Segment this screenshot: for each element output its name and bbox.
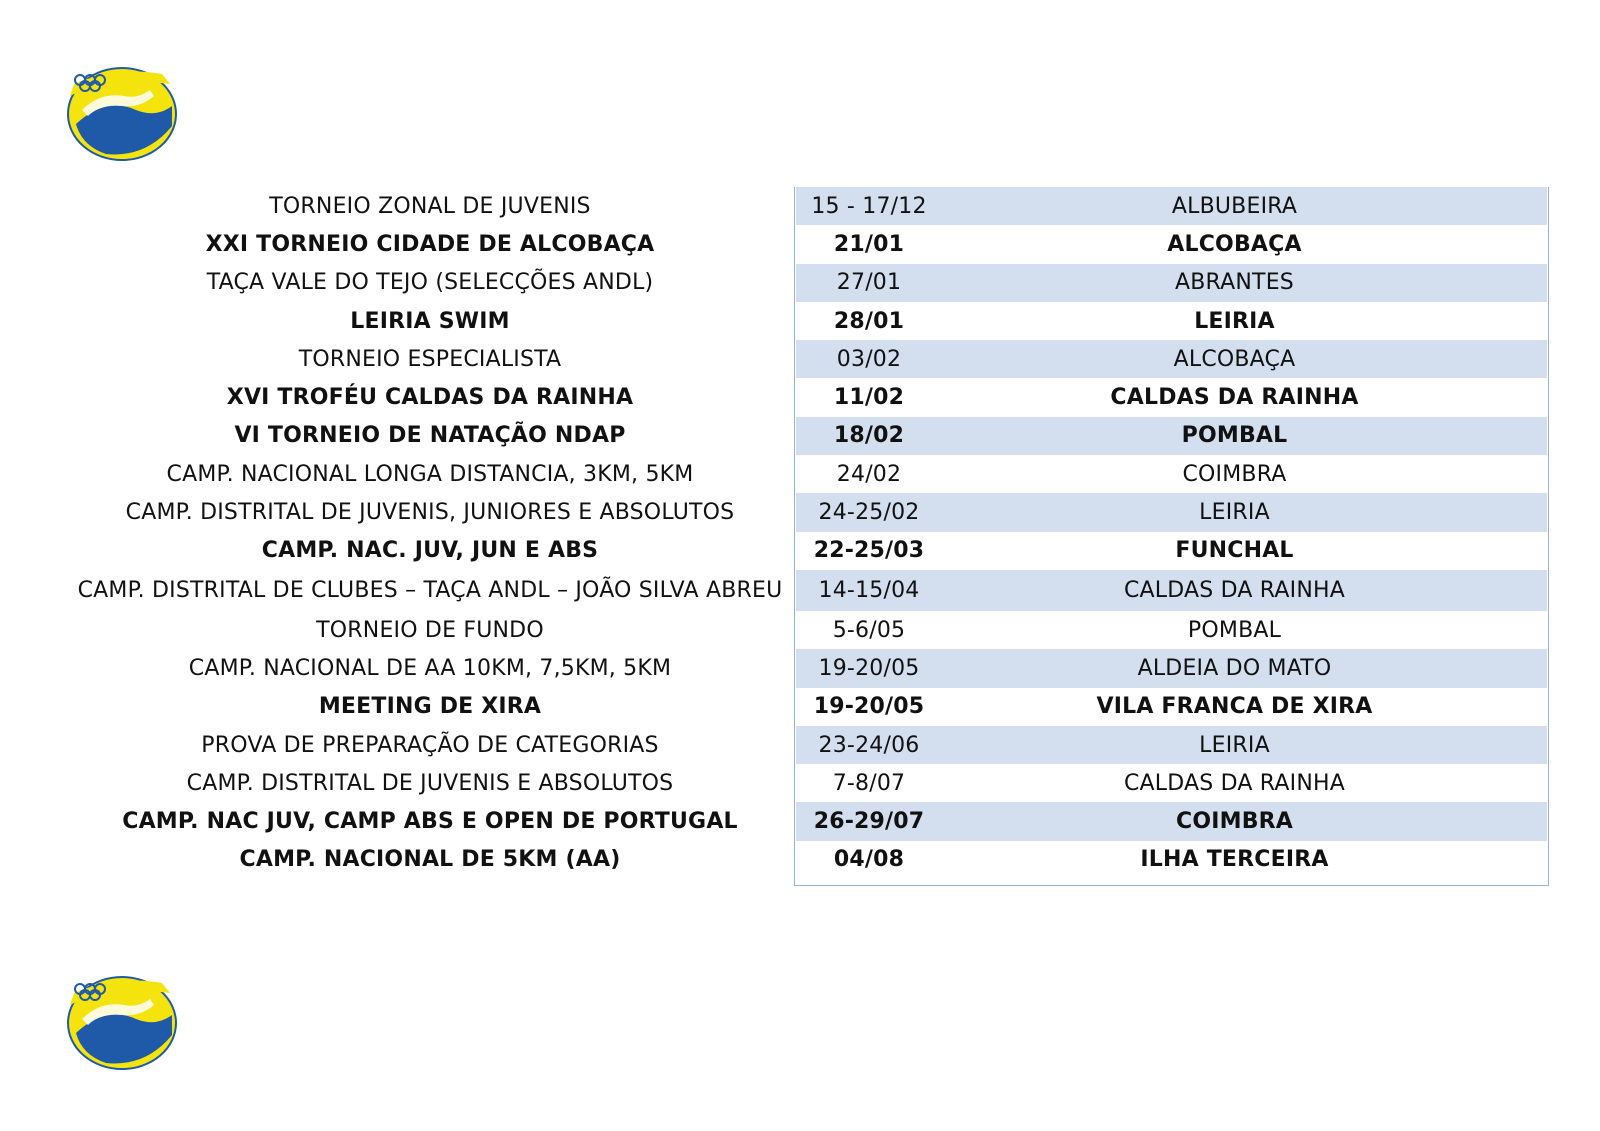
table-row — [66, 302, 1552, 340]
event-date: 24-25/02 — [818, 500, 920, 526]
table-row — [66, 455, 1552, 493]
event-location: ABRANTES — [1175, 270, 1294, 296]
table-row — [66, 417, 1552, 455]
event-date: 26-29/07 — [813, 809, 925, 835]
event-date: 18/02 — [833, 423, 905, 449]
row-band — [796, 225, 1547, 263]
event-location: CALDAS DA RAINHA — [1123, 770, 1345, 796]
event-name: PROVA DE PREPARAÇÃO DE CATEGORIAS — [201, 732, 659, 758]
competition-schedule — [66, 187, 1552, 879]
row-band — [796, 764, 1547, 802]
event-details — [794, 187, 1549, 225]
event-date: 22-25/03 — [813, 538, 925, 564]
table-row — [66, 532, 1552, 570]
row-band — [796, 340, 1547, 378]
table-row — [66, 764, 1552, 802]
event-name: XVI TROFÉU CALDAS DA RAINHA — [226, 385, 634, 411]
row-band — [796, 688, 1547, 726]
table-row — [66, 378, 1552, 416]
row-band — [796, 302, 1547, 340]
event-location: LEIRIA — [1199, 500, 1270, 526]
event-name: LEIRIA SWIM — [350, 308, 510, 334]
event-details — [794, 340, 1549, 378]
table-row — [66, 611, 1552, 649]
event-details — [794, 802, 1549, 840]
event-name: CAMP. NACIONAL LONGA DISTANCIA, 3KM, 5KM — [166, 461, 694, 487]
event-location: CALDAS DA RAINHA — [1123, 577, 1345, 603]
event-details — [794, 532, 1549, 570]
event-location: ALDEIA DO MATO — [1137, 655, 1332, 681]
event-date: 5-6/05 — [832, 617, 906, 643]
event-name: TORNEIO ESPECIALISTA — [298, 346, 562, 372]
event-date: 04/08 — [833, 847, 905, 873]
event-details — [794, 455, 1549, 493]
row-band — [796, 455, 1547, 493]
event-name: CAMP. NAC. JUV, JUN E ABS — [261, 538, 599, 564]
event-date: 21/01 — [833, 231, 905, 257]
table-row — [66, 340, 1552, 378]
table-row — [66, 264, 1552, 302]
event-name: MEETING DE XIRA — [318, 694, 542, 720]
row-band — [796, 264, 1547, 302]
row-band — [796, 570, 1547, 611]
row-band — [796, 841, 1547, 879]
club-logo-top — [66, 66, 178, 162]
event-date: 24/02 — [836, 461, 902, 487]
table-row — [66, 649, 1552, 687]
row-band — [796, 649, 1547, 687]
table-row — [66, 726, 1552, 764]
table-row — [66, 802, 1552, 840]
event-details — [794, 649, 1549, 687]
event-location: ALCOBAÇA — [1173, 346, 1296, 372]
event-location: VILA FRANCA DE XIRA — [1096, 694, 1373, 720]
row-band — [796, 493, 1547, 531]
benedita-logo-icon — [66, 66, 178, 162]
event-name: VI TORNEIO DE NATAÇÃO NDAP — [234, 423, 626, 449]
event-location: COIMBRA — [1175, 809, 1294, 835]
event-location: POMBAL — [1181, 423, 1288, 449]
event-details — [794, 225, 1549, 263]
event-name: CAMP. DISTRITAL DE JUVENIS E ABSOLUTOS — [186, 770, 674, 796]
event-date: 11/02 — [833, 385, 905, 411]
table-row — [66, 493, 1552, 531]
event-date: 19-20/05 — [818, 655, 920, 681]
event-date: 14-15/04 — [818, 577, 920, 603]
event-date: 23-24/06 — [818, 732, 920, 758]
event-location: POMBAL — [1187, 617, 1282, 643]
event-date: 03/02 — [836, 346, 902, 372]
event-date: 7-8/07 — [832, 770, 906, 796]
event-details — [794, 570, 1549, 611]
event-name: CAMP. NAC JUV, CAMP ABS E OPEN DE PORTUGAL — [122, 809, 738, 835]
event-date: 15 - 17/12 — [811, 193, 927, 219]
event-location: COIMBRA — [1182, 461, 1287, 487]
event-details — [794, 688, 1549, 726]
table-row — [66, 225, 1552, 263]
row-band — [796, 611, 1547, 649]
event-details — [794, 841, 1549, 879]
event-location: ALBUBEIRA — [1171, 193, 1298, 219]
event-name: CAMP. NACIONAL DE 5KM (AA) — [239, 847, 621, 873]
event-name: TORNEIO DE FUNDO — [316, 617, 544, 643]
event-details — [794, 726, 1549, 764]
event-details — [794, 302, 1549, 340]
event-location: FUNCHAL — [1175, 538, 1294, 564]
event-location: LEIRIA — [1199, 732, 1270, 758]
event-name: XXI TORNEIO CIDADE DE ALCOBAÇA — [205, 231, 655, 257]
event-details — [794, 493, 1549, 531]
event-details — [794, 264, 1549, 302]
event-details — [794, 764, 1549, 802]
event-details — [794, 417, 1549, 455]
row-band — [796, 187, 1547, 225]
event-name: CAMP. DISTRITAL DE CLUBES – TAÇA ANDL – JOÃO SILVA ABREU — [77, 577, 783, 603]
benedita-logo-icon — [66, 975, 178, 1071]
event-date: 19-20/05 — [813, 694, 925, 720]
row-band — [796, 417, 1547, 455]
table-row — [66, 570, 1552, 611]
event-location: LEIRIA — [1194, 308, 1275, 334]
event-date: 28/01 — [833, 308, 905, 334]
row-band — [796, 726, 1547, 764]
event-date: 27/01 — [836, 270, 902, 296]
table-row — [66, 187, 1552, 225]
row-band — [796, 532, 1547, 570]
event-details — [794, 611, 1549, 649]
event-details — [794, 378, 1549, 416]
club-logo-bottom — [66, 975, 178, 1071]
event-location: ILHA TERCEIRA — [1140, 847, 1329, 873]
table-row — [66, 688, 1552, 726]
event-name: TORNEIO ZONAL DE JUVENIS — [269, 193, 591, 219]
row-band — [796, 802, 1547, 840]
event-name: CAMP. DISTRITAL DE JUVENIS, JUNIORES E ABSOLUTOS — [125, 500, 735, 526]
event-name: CAMP. NACIONAL DE AA 10KM, 7,5KM, 5KM — [188, 655, 672, 681]
table-row — [66, 841, 1552, 879]
event-location: CALDAS DA RAINHA — [1110, 385, 1359, 411]
row-band — [796, 378, 1547, 416]
event-location: ALCOBAÇA — [1167, 231, 1302, 257]
event-name: TAÇA VALE DO TEJO (SELECÇÕES ANDL) — [206, 270, 654, 296]
